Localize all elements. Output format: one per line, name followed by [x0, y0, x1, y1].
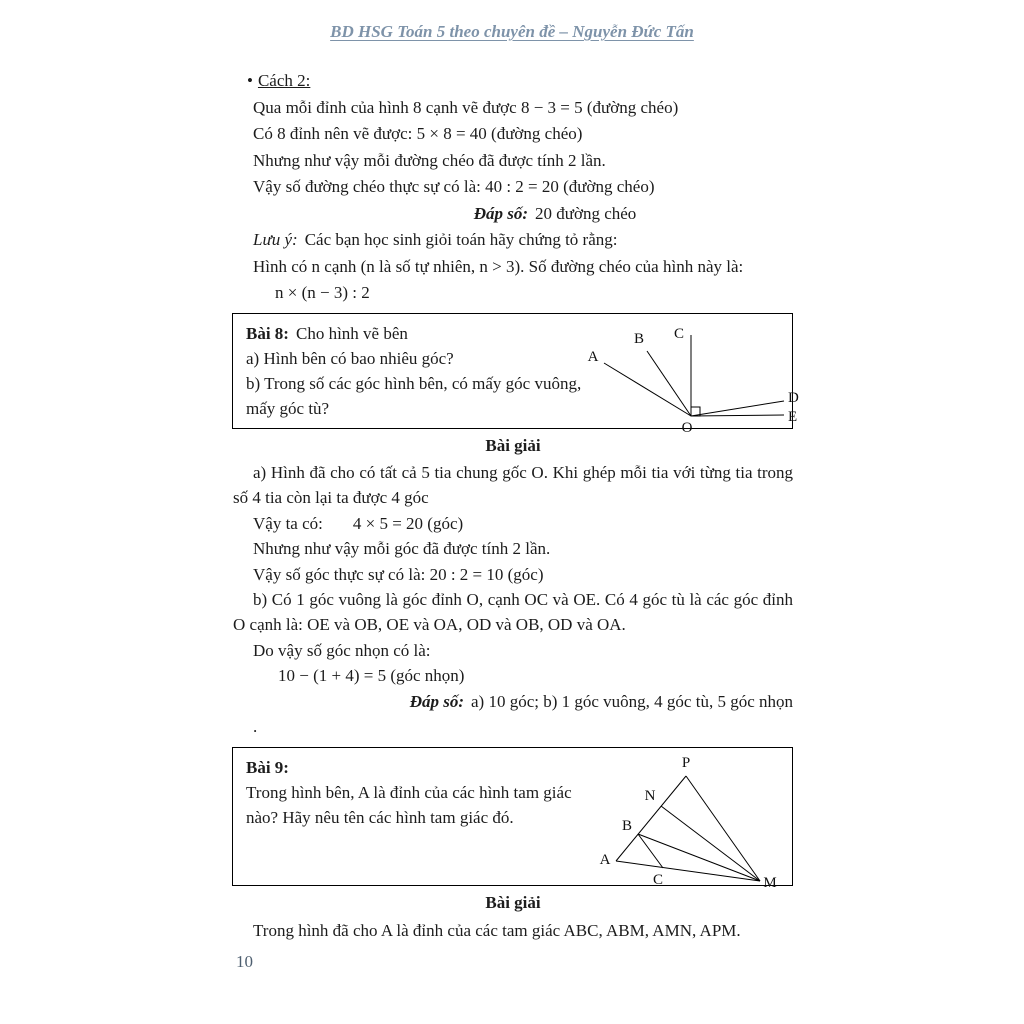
- bai8-label: Bài 8:: [246, 323, 289, 343]
- bai8-question-a: a) Hình bên có bao nhiêu góc?: [246, 348, 454, 368]
- page-content: [233, 68, 799, 943]
- sol-line: [233, 511, 793, 536]
- sol-line: Do vậy số góc nhọn có là:: [253, 640, 431, 660]
- dapso-line: [233, 201, 793, 228]
- luuy-line: [233, 227, 793, 254]
- sol-paragraph: b) Có 1 góc vuông là góc đỉnh O, cạnh OC và OE. Có 4 góc tù là các góc đỉnh O cạnh là: OE và OB, OE và OA, OD và OB, OD và OA.: [233, 589, 793, 635]
- bai9-box: [232, 747, 793, 892]
- bai8-title-line: [246, 321, 591, 346]
- text-line: Có 8 đỉnh nên vẽ được: 5 × 8 = 40 (đường chéo): [253, 124, 583, 143]
- point-label-N: N: [644, 788, 656, 805]
- bai9-label: Bài 9:: [246, 758, 289, 778]
- text-line: Nhưng như vậy mỗi đường chéo đã được tính 2 lần.: [253, 150, 606, 170]
- formula-line: n × (n − 3) : 2: [275, 283, 370, 302]
- point-label-M: M: [763, 875, 777, 892]
- sol-paragraph: a) Hình đã cho có tất cả 5 tia chung gốc O. Khi ghép mỗi tia với từng tia trong số 4 tia còn lại ta được 4 góc: [233, 462, 793, 508]
- point-label-A: A: [599, 852, 611, 869]
- point-label-C: C: [673, 325, 685, 342]
- page-number: 10: [236, 952, 253, 971]
- ray-OE: [691, 415, 784, 416]
- bai9-statement: [246, 755, 596, 830]
- sol-label: Vậy ta có:: [253, 513, 323, 533]
- sol-value: 4 × 5 = 20 (góc): [352, 513, 464, 533]
- cach2-label: Cách 2:: [257, 71, 311, 90]
- sol-line: Vậy số góc thực sự có là: 20 : 2 = 10 (góc): [253, 564, 544, 584]
- point-label-E: E: [788, 408, 798, 425]
- ray-OB: [647, 351, 691, 416]
- baigiai-heading: Bài giải: [485, 893, 541, 913]
- dapso-label: Đáp số:: [473, 203, 528, 223]
- bai8-statement: [246, 321, 591, 421]
- header-title: BD HSG Toán 5 theo chuyên đề – Nguyễn Đức Tấn: [330, 22, 694, 41]
- point-label-A: A: [587, 348, 599, 365]
- text-line: Vậy số đường chéo thực sự có là: 40 : 2 = 20 (đường chéo): [253, 177, 655, 196]
- bai9-question: Trong hình bên, A là đỉnh của các hình tam giác nào? Hãy nêu tên các hình tam giác đó.: [246, 783, 572, 828]
- text-line: Qua mỗi đỉnh của hình 8 cạnh vẽ được 8 − 3 = 5 (đường chéo): [253, 97, 679, 117]
- bai8-figure: [579, 323, 807, 435]
- luuy-label: Lưu ý:: [253, 230, 298, 249]
- segment-PM: [686, 776, 760, 881]
- dapso-line: [233, 689, 793, 714]
- bai8-intro: Cho hình vẽ bên: [295, 323, 408, 343]
- sol-line: Trong hình đã cho A là đỉnh của các tam giác ABC, ABM, AMN, APM.: [253, 920, 741, 940]
- segment-AM: [616, 861, 760, 881]
- formula-line: 10 − (1 + 4) = 5 (góc nhọn): [278, 666, 465, 686]
- bai8-question-b: b) Trong số các góc hình bên, có mấy góc vuông, mấy góc tù?: [246, 373, 582, 418]
- bullet-glyph: •: [247, 71, 253, 90]
- dapso-value: a) 10 góc; b) 1 góc vuông, 4 góc tù, 5 góc nhọn: [471, 691, 793, 711]
- point-label-B: B: [633, 330, 645, 347]
- bai8-box: [232, 313, 799, 435]
- ray-OD: [691, 401, 784, 416]
- baigiai-heading: Bài giải: [485, 435, 541, 455]
- page-header: [0, 22, 1024, 42]
- text-line: Hình có n cạnh (n là số tự nhiên, n > 3). Số đường chéo của hình này là:: [253, 256, 744, 276]
- sol-line: Nhưng như vậy mỗi góc đã được tính 2 lần.: [253, 539, 551, 559]
- point-label-O: O: [681, 419, 693, 435]
- luuy-text: Các bạn học sinh giỏi toán hãy chứng tỏ rằng:: [304, 230, 618, 249]
- cach2-heading: [233, 68, 793, 95]
- dapso-value: 20 đường chéo: [535, 203, 637, 223]
- ray-OA: [604, 363, 691, 416]
- point-label-C: C: [652, 872, 664, 889]
- dapso-label: Đáp số:: [409, 691, 464, 711]
- stray-dot: .: [253, 716, 258, 736]
- point-label-D: D: [788, 389, 799, 406]
- bai9-figure: [598, 753, 793, 891]
- point-label-P: P: [681, 755, 691, 772]
- point-label-B: B: [621, 818, 633, 835]
